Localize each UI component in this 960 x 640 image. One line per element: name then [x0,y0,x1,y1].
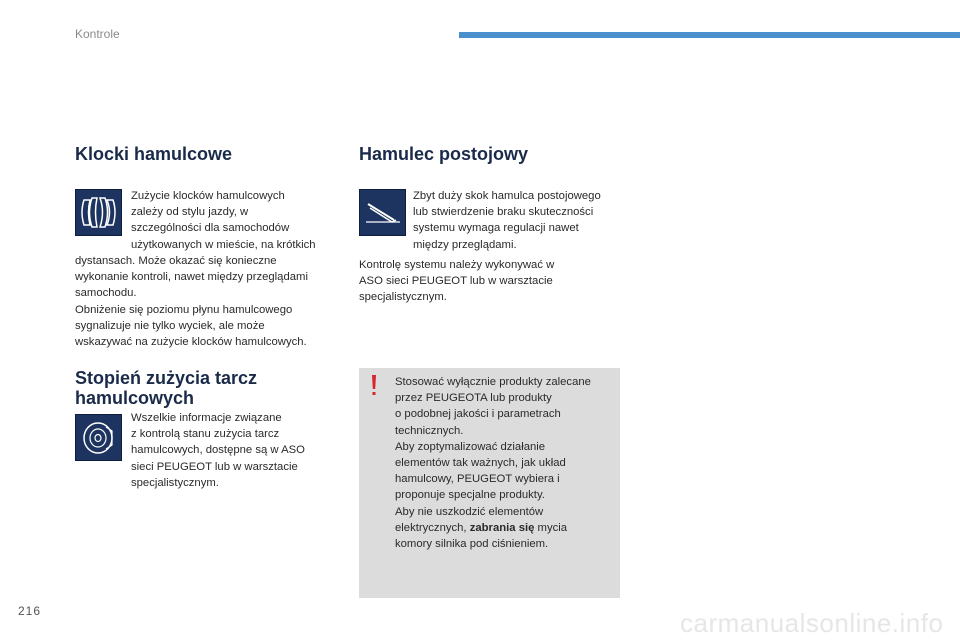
text-line: użytkowanych w mieście, na krótkich [131,238,316,251]
text-line: samochodu. [75,287,137,300]
brake-pads-title: Klocki hamulcowe [75,144,233,164]
disc-wear-title [75,368,257,408]
text-line: z kontrolą stanu zużycia tarcz [131,428,280,441]
text-line: elementów tak ważnych, jak układ [395,457,566,470]
warning-text [395,374,617,552]
text-line: Obniżenie się poziomu płynu hamulcowego [75,303,293,316]
text-line: lub stwierdzenie braku skuteczności [413,206,594,219]
text-line: o podobnej jakości i parametrach [395,408,561,421]
brake-pads-icon [75,189,122,236]
text-line: komory silnika pod ciśnieniem. [395,538,549,551]
text-line: wykonanie kontroli, nawet między przeglądami [75,271,308,284]
text-line: Aby zoptymalizować działanie [395,440,546,453]
parking-brake-title: Hamulec postojowy [359,144,529,164]
parking-brake-text-indented [413,188,628,253]
text-line: Wszelkie informacje związane [131,412,282,424]
text-line: Stosować wyłącznie produkty zalecane [395,376,591,388]
text-line: między przeglądami. [413,238,517,251]
text-line: hamulcowych, dostępne są w ASO [131,444,305,457]
text-fragment: elektrycznych, [395,521,470,534]
warning-box [359,368,620,598]
text-line: systemu wymaga regulacji nawet [413,222,579,235]
text-line: specjalistycznym. [131,476,219,489]
brake-pads-text-indented [131,188,341,253]
disc-wear-title-line1: Stopień zużycia tarcz [75,368,258,388]
disc-wear-text [131,410,341,491]
text-line: ASO sieci PEUGEOT lub w warsztacie [359,275,553,288]
chapter-title: Kontrole [75,27,120,41]
text-line: przez PEUGEOTA lub produkty [395,392,552,405]
text-line: technicznych. [395,424,464,437]
brake-pads-text-full [75,253,345,350]
parking-brake-text-second [359,257,629,306]
text-fragment: mycia [534,521,568,534]
text-line: Kontrolę systemu należy wykonywać w [359,259,555,271]
text-line: specjalistycznym. [359,291,447,304]
disc-wear-title-line2: hamulcowych [75,388,195,408]
watermark: carmanualsonline.info [680,608,944,638]
text-line: szczególności dla samochodów [131,222,290,235]
text-line: hamulcowy, PEUGEOT wybiera i [395,473,560,486]
parking-brake-lever-icon [359,189,406,236]
text-line: zależy od stylu jazdy, w [131,206,249,219]
bold-text: zabrania się [469,521,535,534]
text-line: Aby nie uszkodzić elementów [395,505,544,518]
brake-disc-icon [75,414,122,461]
text-line: sygnalizuje nie tylko wyciek, ale może [75,319,265,332]
header-accent-bar [459,32,960,38]
text-line: Zużycie klocków hamulcowych [131,190,285,202]
text-line: wskazywać na zużycie klocków hamulcowych. [75,336,307,349]
page-number: 216 [18,604,42,618]
text-line: dystansach. Może okazać się konieczne [75,255,277,267]
exclamation-icon [369,374,379,398]
text-line: proponuje specjalne produkty. [395,489,545,502]
text-line: Zbyt duży skok hamulca postojowego [413,190,601,202]
text-line: sieci PEUGEOT lub w warsztacie [131,460,298,473]
text-line [395,520,617,536]
